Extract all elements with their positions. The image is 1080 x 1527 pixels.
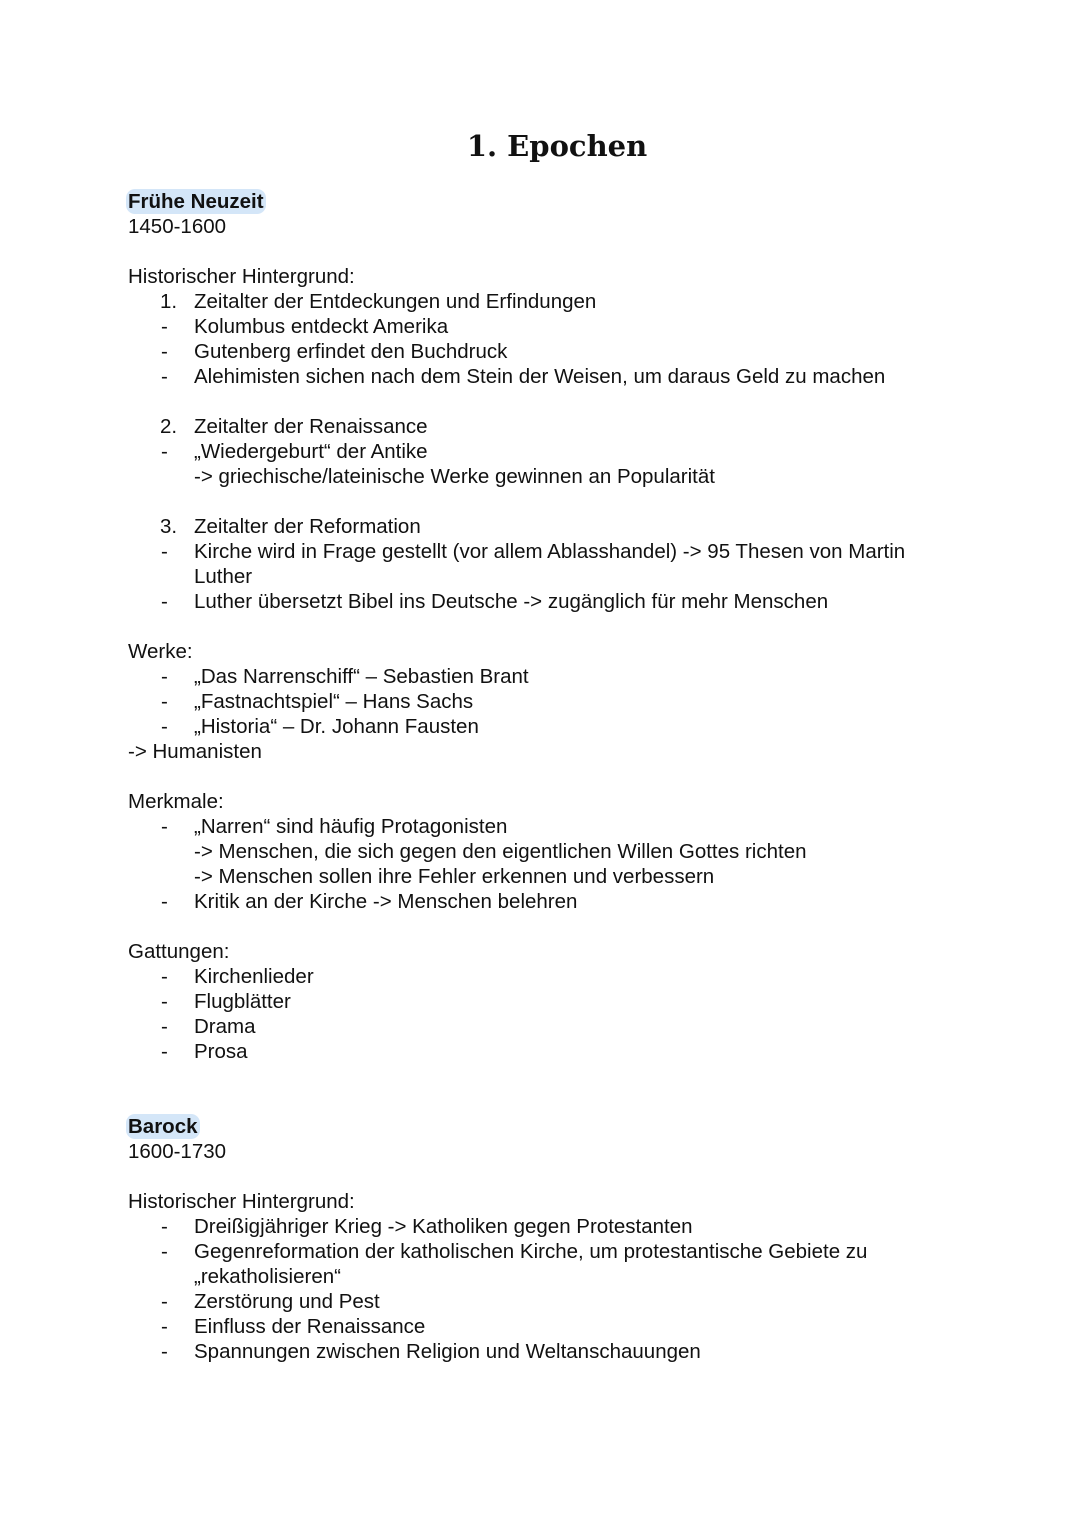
list-item [128,1039,968,1064]
item-text: „Das Narrenschiff“ – Sebastien Brant [194,665,529,688]
list-item [128,364,968,389]
item-text: Gegenreformation der katholischen Kirche, um protestantische Gebiete zu [194,1240,868,1263]
dash-bullet: - [161,1040,168,1063]
list-item [128,689,968,714]
dash-bullet: - [161,715,168,738]
item-text: Zeitalter der Entdeckungen und Erfindungen [194,290,597,313]
dash-bullet: - [161,540,168,563]
list-item [128,1289,968,1314]
item-text: „Historia“ – Dr. Johann Fausten [194,715,479,738]
dash-bullet: - [161,815,168,838]
list-item [128,989,968,1014]
numbered-item [128,414,968,439]
dash-bullet: - [161,965,168,988]
dash-bullet: - [161,890,168,913]
dash-bullet: - [161,315,168,338]
item-text: Einfluss der Renaissance [194,1315,426,1338]
section-years: 1450-1600 [128,215,227,238]
list-item [128,664,968,689]
dash-bullet: - [161,990,168,1013]
item-text: „Wiedergeburt“ der Antike [194,440,428,463]
history-label: Historischer Hintergrund: [128,265,355,288]
item-text: Luther übersetzt Bibel ins Deutsche -> zugänglich für mehr Menschen [194,590,829,613]
list-item [128,1214,968,1239]
list-item [128,1014,968,1039]
list-item [128,889,968,914]
list-item [128,964,968,989]
dash-bullet: - [161,665,168,688]
item-text: Kirche wird in Frage gestellt (vor allem Ablasshandel) -> 95 Thesen von Martin [194,540,906,563]
section-heading-fruehe-neuzeit [128,189,968,214]
genres-label: Gattungen: [128,940,230,963]
dash-bullet: - [161,1240,168,1263]
works-note: -> Humanisten [128,740,262,763]
item-number: 3. [160,515,178,538]
works-label: Werke: [128,640,193,663]
item-text: Kolumbus entdeckt Amerika [194,315,449,338]
dash-bullet: - [161,1315,168,1338]
list-item [128,1239,968,1264]
list-item [128,439,968,464]
dash-bullet: - [161,690,168,713]
item-number: 1. [160,290,178,313]
item-text: Dreißigjähriger Krieg -> Katholiken gegen Protestanten [194,1215,693,1238]
list-item [128,339,968,364]
list-item [128,1339,968,1364]
item-text: „Narren“ sind häufig Protagonisten [194,815,508,838]
item-continuation: -> Menschen, die sich gegen den eigentlichen Willen Gottes richten [194,840,807,863]
item-text: Kirchenlieder [194,965,314,988]
numbered-item [128,514,968,539]
item-text: Alehimisten sichen nach dem Stein der Weisen, um daraus Geld zu machen [194,365,886,388]
features-label: Merkmale: [128,790,224,813]
document-body [128,189,968,1364]
dash-bullet: - [161,365,168,388]
section-heading-barock [128,1114,968,1139]
section-years: 1600-1730 [128,1140,227,1163]
item-continuation: -> griechische/lateinische Werke gewinnen an Popularität [194,465,715,488]
dash-bullet: - [161,590,168,613]
list-item [128,314,968,339]
item-text: Gutenberg erfindet den Buchdruck [194,340,508,363]
item-text: Zeitalter der Reformation [194,515,421,538]
dash-bullet: - [161,1015,168,1038]
item-continuation: Luther [194,565,253,588]
dash-bullet: - [161,440,168,463]
item-text: „Fastnachtspiel“ – Hans Sachs [194,690,474,713]
list-item [128,714,968,739]
dash-bullet: - [161,340,168,363]
item-text: Drama [194,1015,256,1038]
history-label: Historischer Hintergrund: [128,1190,355,1213]
item-text: Zeitalter der Renaissance [194,415,428,438]
dash-bullet: - [161,1290,168,1313]
dash-bullet: - [161,1340,168,1363]
list-item [128,589,968,614]
item-text: Kritik an der Kirche -> Menschen belehren [194,890,578,913]
page-title: 1. Epochen [466,129,648,163]
item-text: Prosa [194,1040,248,1063]
list-item [128,1314,968,1339]
numbered-item [128,289,968,314]
item-continuation: -> Menschen sollen ihre Fehler erkennen und verbessern [194,865,715,888]
highlighted-heading: Barock [128,1115,198,1138]
item-text: Flugblätter [194,990,291,1013]
list-item [128,539,968,564]
highlighted-heading: Frühe Neuzeit [128,190,264,213]
item-text: Spannungen zwischen Religion und Weltanschauungen [194,1340,701,1363]
item-text: Zerstörung und Pest [194,1290,380,1313]
item-continuation: „rekatholisieren“ [194,1265,341,1288]
item-number: 2. [160,415,178,438]
dash-bullet: - [161,1215,168,1238]
list-item [128,814,968,839]
